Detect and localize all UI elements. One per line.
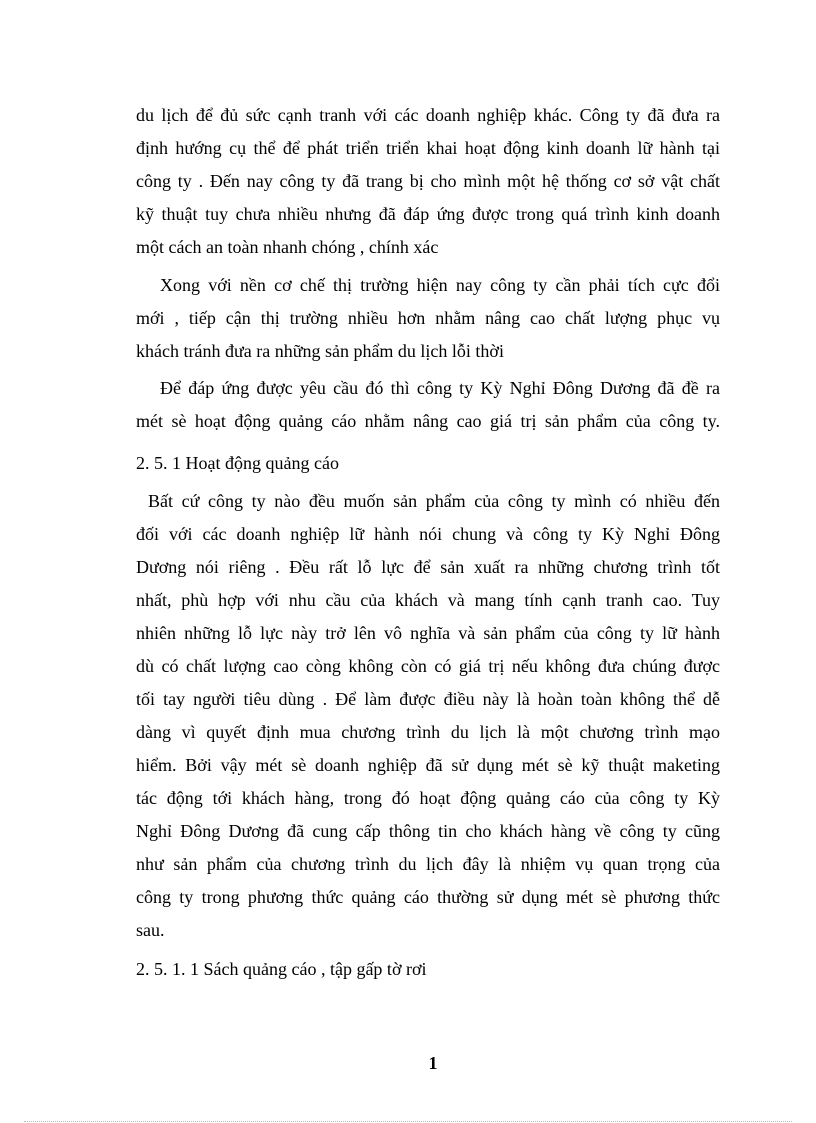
paragraph-line: nhiên những lỗ lực này trở lên vô nghĩa và sản phẩm của công ty lữ hành [136, 623, 720, 643]
paragraph-line: một cách an toàn nhanh chóng , chính xác [136, 237, 439, 257]
paragraph-line: Nghỉ Đông Dương đã cung cấp thông tin cho khách hàng về công ty cũng [136, 821, 720, 841]
paragraph-line: định hướng cụ thể để phát triển triển khai hoạt động kinh doanh lữ hành tại [136, 138, 720, 158]
paragraph-line: tối tay người tiêu dùng . Để làm được điều này là hoàn toàn không thể dễ [136, 689, 720, 709]
paragraph-line: Dương nói riêng . Đều rất lỗ lực để sản xuất ra những chương trình tốt [136, 557, 720, 577]
paragraph-line: hiểm. Bởi vậy mét sè doanh nghiệp đã sử dụng mét sè kỹ thuật maketing [136, 755, 720, 775]
paragraph-line: như sản phẩm của chương trình du lịch đây là nhiệm vụ quan trọng của [136, 854, 720, 874]
paragraph-line: kỹ thuật tuy chưa nhiều nhưng đã đáp ứng được trong quá trình kinh doanh [136, 204, 720, 224]
paragraph-line: công ty trong phương thức quảng cáo thường sử dụng mét sè phương thức [136, 887, 720, 907]
paragraph-line: công ty . Đến nay công ty đã trang bị cho mình một hệ thống cơ sở vật chất [136, 171, 720, 191]
paragraph-line: dù có chất lượng cao còng không còn có giá trị nếu không đưa chúng được [136, 656, 720, 676]
paragraph-line: Bất cứ công ty nào đều muốn sản phẩm của công ty mình có nhiều đến [148, 491, 720, 511]
paragraph-line: đối với các doanh nghiệp lữ hành nói chung và công ty Kỳ Nghỉ Đông [136, 524, 720, 544]
paragraph-line: mét sè hoạt động quảng cáo nhằm nâng cao giá trị sản phẩm của công ty. [136, 411, 720, 431]
paragraph-line: mới , tiếp cận thị trường nhiều hơn nhằm nâng cao chất lượng phục vụ [136, 308, 720, 328]
paragraph-line: khách tránh đưa ra những sản phẩm du lịch lỗi thời [136, 341, 504, 361]
section-heading: 2. 5. 1 Hoạt động quảng cáo [136, 453, 339, 473]
paragraph-line: sau. [136, 920, 165, 940]
paragraph-line: dàng vì quyết định mua chương trình du lịch là một chương trình mạo [136, 722, 720, 742]
subsection-heading: 2. 5. 1. 1 Sách quảng cáo , tập gấp tờ rơi [136, 959, 427, 979]
paragraph-line: nhất, phù hợp với nhu cầu của khách và mang tính cạnh tranh cao. Tuy [136, 590, 720, 610]
paragraph-line: du lịch để đủ sức cạnh tranh với các doanh nghiệp khác. Công ty đã đưa ra [136, 105, 720, 125]
paragraph-line: Để đáp ứng được yêu cầu đó thì công ty Kỳ Nghỉ Đông Dương đã đề ra [160, 378, 720, 398]
page-bottom-divider [24, 1121, 792, 1122]
page-number: 1 [428, 1053, 438, 1073]
paragraph-line: tác động tới khách hàng, trong đó hoạt động quảng cáo của công ty Kỳ [136, 788, 720, 808]
paragraph-line: Xong với nền cơ chế thị trường hiện nay công ty cần phải tích cực đổi [160, 275, 720, 295]
